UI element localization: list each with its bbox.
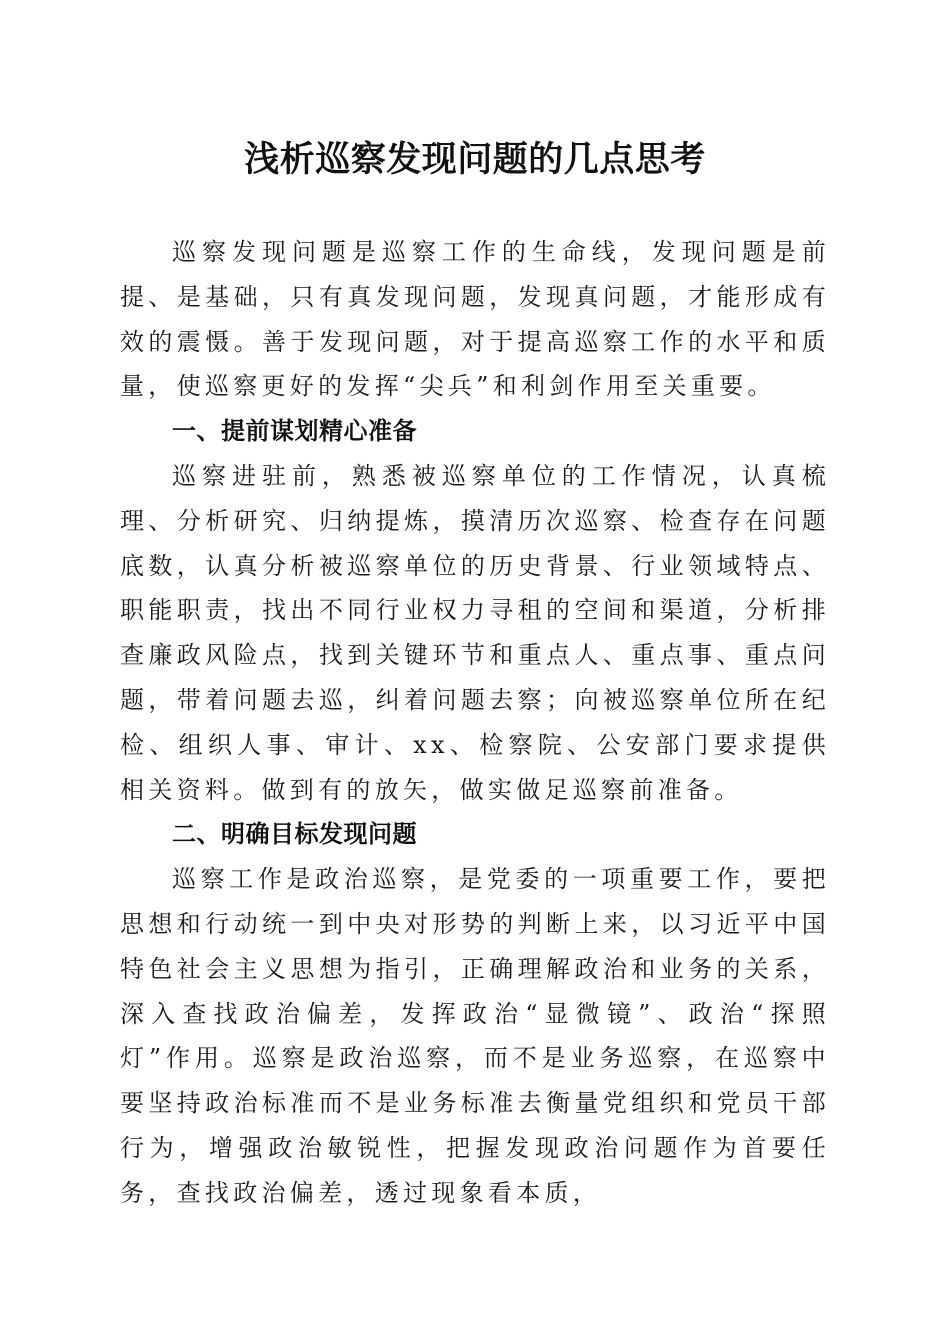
section-2-heading: 二、明确目标发现问题 bbox=[172, 820, 417, 849]
intro-paragraph: 巡察发现问题是巡察工作的生命线，发现问题是前提、是基础，只有真发现问题，发现真问题，才能形成有效的震慑。善于发现问题，对于提高巡察工作的水平和质量，使巡察更好的发挥“尖兵”和利剑作用至关重要。 bbox=[120, 238, 830, 401]
document-body bbox=[120, 230, 830, 1216]
section-1-heading: 一、提前谋划精心准备 bbox=[172, 417, 417, 446]
section-2-paragraph: 巡察工作是政治巡察，是党委的一项重要工作，要把思想和行动统一到中央对形势的判断上来，以习近平中国特色社会主义思想为指引，正确理解政治和业务的关系，深入查找政治偏差，发挥政治“显微镜”、政治“探照灯”作用。巡察是政治巡察，而不是业务巡察，在巡察中要坚持政治标准而不是业务标准去衡量党组织和党员干部行为，增强政治敏锐性，把握发现政治问题作为首要任务，查找政治偏差，透过现象看本质， bbox=[120, 865, 830, 1207]
section-1-paragraph: 巡察进驻前，熟悉被巡察单位的工作情况，认真梳理、分析研究、归纳提炼，摸清历次巡察、检查存在问题底数，认真分析被巡察单位的历史背景、行业领域特点、职能职责，找出不同行业权力寻租的空间和渠道，分析排查廉政风险点，找到关键环节和重点人、重点事、重点问题，带着问题去巡，纠着问题去察；向被巡察单位所在纪检、组织人事、审计、xx、检察院、公安部门要求提供相关资料。做到有的放矢，做实做足巡察前准备。 bbox=[120, 461, 830, 804]
document-title: 浅析巡察发现问题的几点思考 bbox=[244, 139, 706, 180]
